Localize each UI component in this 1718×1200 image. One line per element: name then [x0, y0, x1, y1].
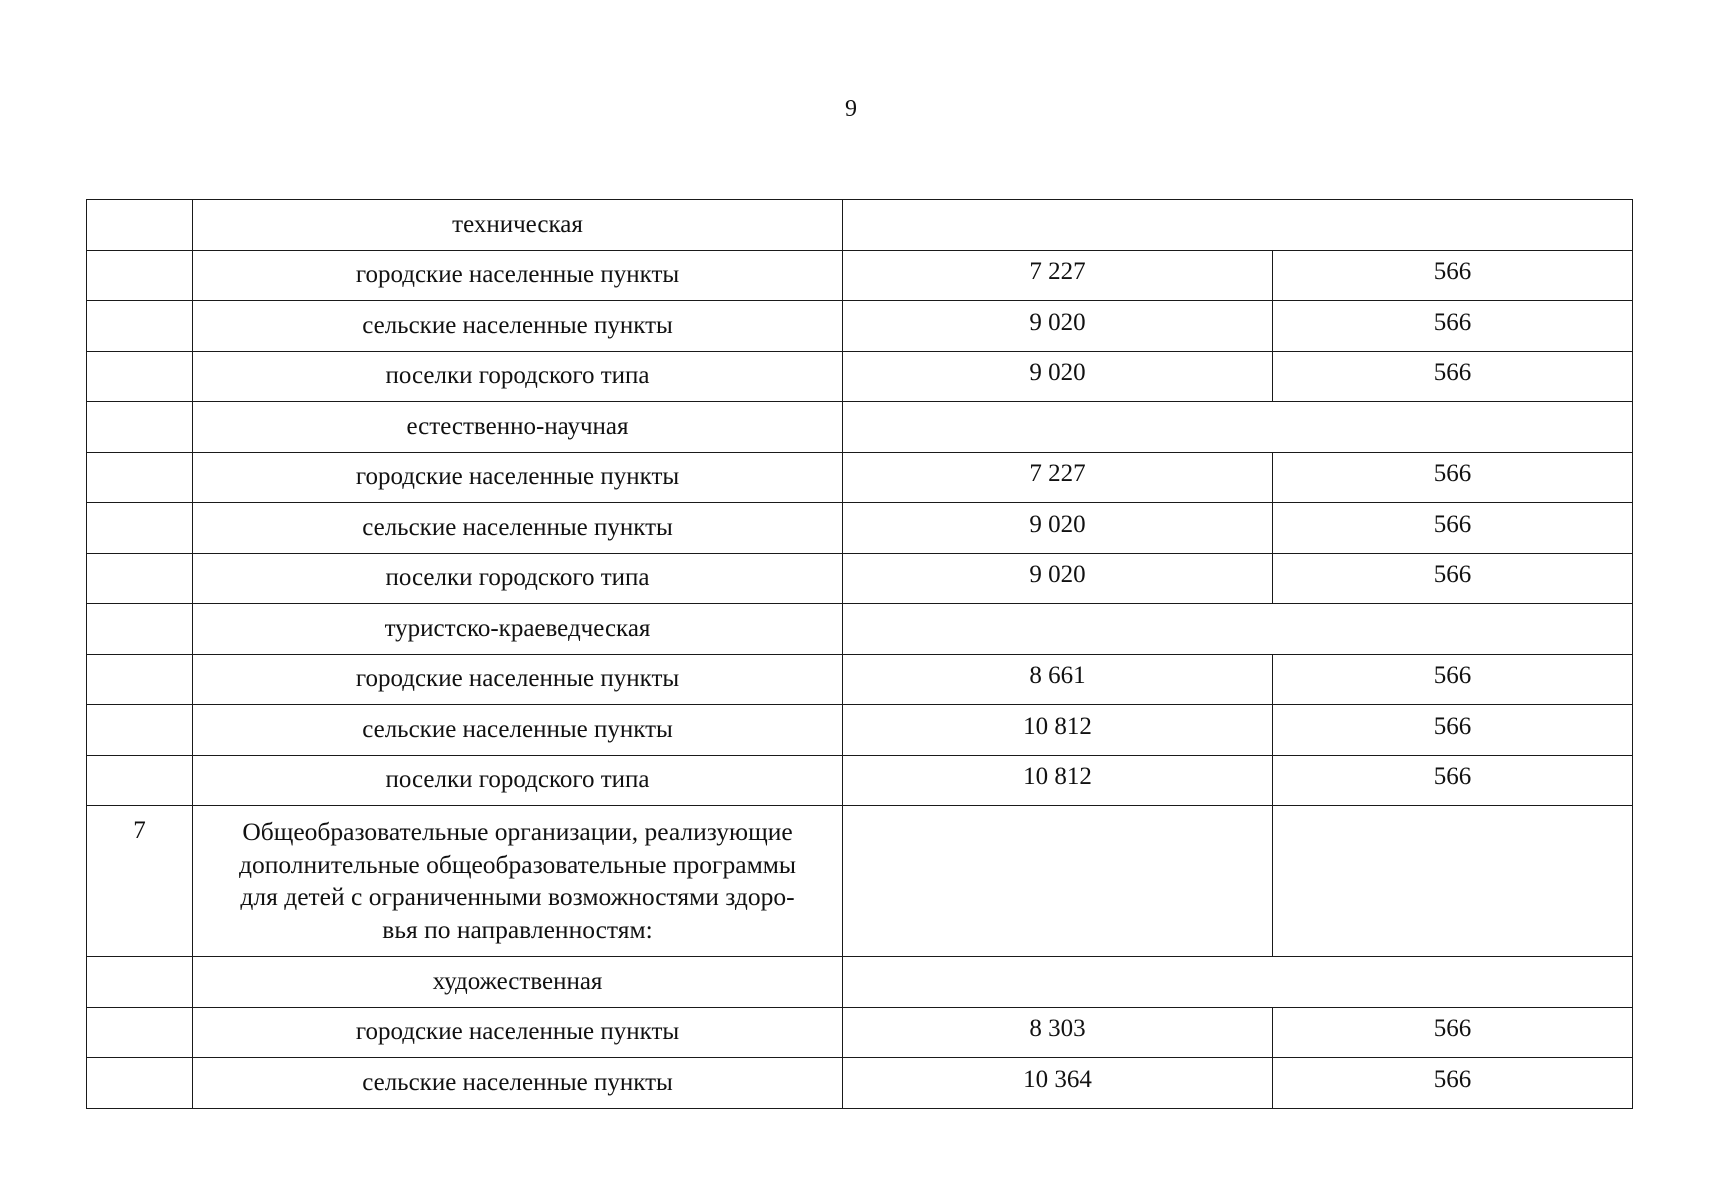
tariff-table — [86, 199, 1633, 1109]
value-cell-2 — [1273, 503, 1633, 554]
category-label: туристско-краеведческая — [193, 604, 843, 655]
table-row — [87, 604, 1633, 655]
empty-cell — [843, 402, 1633, 453]
value-2: 566 — [1433, 763, 1472, 791]
value-1: 7 227 — [1029, 258, 1086, 286]
table-row — [87, 452, 1633, 503]
number-cell — [87, 604, 193, 655]
value-cell-1 — [843, 553, 1273, 604]
value-1: 9 020 — [1029, 510, 1086, 538]
value-1: 8 303 — [1029, 1015, 1086, 1043]
value-1: 10 812 — [1023, 712, 1092, 740]
value-2: 566 — [1433, 460, 1472, 488]
value-2: 566 — [1433, 308, 1472, 336]
value-cell-2 — [1273, 1007, 1633, 1058]
value-2: 566 — [1433, 1015, 1472, 1043]
value-cell-2 — [1273, 351, 1633, 402]
number-cell — [87, 452, 193, 503]
section-description-line: дополнительные общеобразовательные программы — [239, 849, 796, 879]
table-row — [87, 1007, 1633, 1058]
value-cell-1 — [843, 705, 1273, 756]
value-2: 566 — [1433, 258, 1472, 286]
section-number: 7 — [87, 806, 193, 957]
table-row — [87, 957, 1633, 1008]
table-row — [87, 250, 1633, 301]
value-1: 7 227 — [1029, 460, 1086, 488]
value-cell-1 — [843, 452, 1273, 503]
value-cell-2 — [1273, 1058, 1633, 1109]
number-cell — [87, 755, 193, 806]
empty-cell — [843, 200, 1633, 251]
table-row — [87, 301, 1633, 352]
number-cell — [87, 553, 193, 604]
number-cell — [87, 402, 193, 453]
row-label: городские населенные пункты — [193, 654, 843, 705]
empty-cell — [1273, 806, 1633, 957]
value-cell-1 — [843, 654, 1273, 705]
value-1: 9 020 — [1029, 359, 1086, 387]
value-1: 8 661 — [1029, 662, 1086, 690]
table-row — [87, 402, 1633, 453]
value-cell-1 — [843, 1058, 1273, 1109]
row-label: городские населенные пункты — [193, 1007, 843, 1058]
number-cell — [87, 301, 193, 352]
value-cell-2 — [1273, 654, 1633, 705]
number-cell — [87, 503, 193, 554]
table-row — [87, 705, 1633, 756]
value-1: 10 812 — [1023, 763, 1092, 791]
value-2: 566 — [1433, 510, 1472, 538]
value-2: 566 — [1433, 359, 1472, 387]
row-label: сельские населенные пункты — [193, 705, 843, 756]
value-2: 566 — [1433, 712, 1472, 740]
row-label: сельские населенные пункты — [193, 1058, 843, 1109]
value-cell-2 — [1273, 250, 1633, 301]
number-cell — [87, 1058, 193, 1109]
value-cell-1 — [843, 250, 1273, 301]
value-1: 9 020 — [1029, 308, 1086, 336]
section-description-line: для детей с ограниченными возможностями здоро- — [240, 882, 795, 911]
value-cell-1 — [843, 1007, 1273, 1058]
value-cell-2 — [1273, 755, 1633, 806]
row-label: городские населенные пункты — [193, 452, 843, 503]
row-label: поселки городского типа — [193, 553, 843, 604]
row-label: поселки городского типа — [193, 351, 843, 402]
empty-cell — [843, 957, 1633, 1008]
number-cell — [87, 200, 193, 251]
section-description-line: Общеобразовательные организации, реализующие — [242, 817, 793, 846]
value-cell-2 — [1273, 301, 1633, 352]
table-row — [87, 755, 1633, 806]
table-row — [87, 1058, 1633, 1109]
section-description — [193, 806, 843, 957]
number-cell — [87, 957, 193, 1008]
category-label: художественная — [193, 957, 843, 1008]
section-description-line: вья по направленностям: — [382, 914, 653, 944]
row-label: поселки городского типа — [193, 755, 843, 806]
value-cell-1 — [843, 301, 1273, 352]
table-row — [87, 553, 1633, 604]
number-cell — [87, 1007, 193, 1058]
value-2: 566 — [1433, 561, 1472, 589]
category-label: естественно-научная — [193, 402, 843, 453]
page-number: 9 — [845, 96, 857, 122]
value-cell-2 — [1273, 553, 1633, 604]
empty-cell — [843, 604, 1633, 655]
category-label: техническая — [193, 200, 843, 251]
number-cell — [87, 705, 193, 756]
value-cell-2 — [1273, 452, 1633, 503]
number-cell — [87, 351, 193, 402]
empty-cell — [843, 806, 1273, 957]
table-row — [87, 200, 1633, 251]
value-2: 566 — [1433, 1065, 1472, 1093]
table-row — [87, 806, 1633, 957]
value-2: 566 — [1433, 662, 1472, 690]
value-1: 10 364 — [1023, 1065, 1092, 1093]
table-row — [87, 654, 1633, 705]
table-row — [87, 351, 1633, 402]
value-cell-1 — [843, 503, 1273, 554]
value-cell-1 — [843, 351, 1273, 402]
value-cell-2 — [1273, 705, 1633, 756]
row-label: сельские населенные пункты — [193, 301, 843, 352]
value-1: 9 020 — [1029, 561, 1086, 589]
number-cell — [87, 250, 193, 301]
row-label: городские населенные пункты — [193, 250, 843, 301]
value-cell-1 — [843, 755, 1273, 806]
table-row — [87, 503, 1633, 554]
number-cell — [87, 654, 193, 705]
row-label: сельские населенные пункты — [193, 503, 843, 554]
